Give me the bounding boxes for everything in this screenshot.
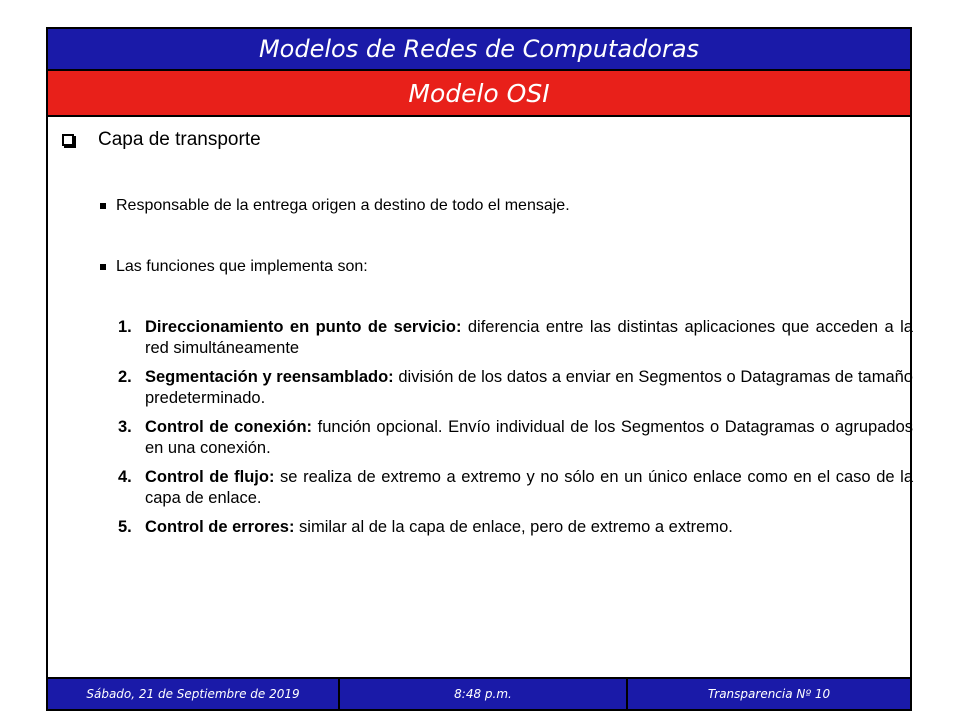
bullet-item <box>100 197 570 215</box>
title-bar <box>48 29 910 71</box>
slide <box>46 27 912 711</box>
item-number: 4. <box>118 468 132 486</box>
bullet-item <box>100 258 368 276</box>
item-text <box>145 517 913 538</box>
slide-subtitle: Modelo OSI <box>408 78 550 108</box>
checkbox-bullet-icon <box>62 134 74 146</box>
subtitle-bar <box>48 71 910 117</box>
item-desc: función opcional. Envío individual de los Segmentos o Datagramas o agrupados en una conexión. <box>145 418 913 457</box>
list-item <box>118 317 913 359</box>
list-item <box>118 517 913 538</box>
item-desc: división de los datos a enviar en Segmentos o Datagramas de tamaño predeterminado. <box>145 368 913 407</box>
bullet-text: Responsable de la entrega origen a destino de todo el mensaje. <box>116 197 570 214</box>
item-desc: se realiza de extremo a extremo y no sólo en un único enlace como en el caso de la capa de enlace. <box>145 468 913 507</box>
item-term: Direccionamiento en punto de servicio: <box>145 318 462 336</box>
item-text <box>145 467 913 509</box>
item-text <box>145 317 913 359</box>
square-bullet-icon <box>100 264 106 270</box>
item-desc: diferencia entre las distintas aplicaciones que acceden a la red simultáneamente <box>145 318 913 357</box>
bullet-text: Las funciones que implementa son: <box>116 258 368 275</box>
footer-slide-number: Transparencia Nº 10 <box>626 679 910 709</box>
footer-time: 8:48 p.m. <box>338 679 626 709</box>
item-text <box>145 367 913 409</box>
item-number: 1. <box>118 318 132 336</box>
item-term: Segmentación y reensamblado: <box>145 368 394 386</box>
list-item <box>118 417 913 459</box>
item-number: 2. <box>118 368 132 386</box>
item-term: Control de flujo: <box>145 468 275 486</box>
footer-bar <box>48 677 910 709</box>
item-number: 5. <box>118 518 132 536</box>
item-number: 3. <box>118 418 132 436</box>
footer-date: Sábado, 21 de Septiembre de 2019 <box>86 687 300 701</box>
slide-content <box>48 117 913 679</box>
item-term: Control de conexión: <box>145 418 313 436</box>
item-term: Control de errores: <box>145 518 295 536</box>
list-item <box>118 467 913 509</box>
functions-list <box>118 317 913 546</box>
slide-title: Modelos de Redes de Computadoras <box>258 35 700 63</box>
square-bullet-icon <box>100 203 106 209</box>
item-text <box>145 417 913 459</box>
section-heading <box>62 129 261 151</box>
list-item <box>118 367 913 409</box>
section-heading-text: Capa de transporte <box>98 129 261 150</box>
item-desc: similar al de la capa de enlace, pero de extremo a extremo. <box>294 518 733 536</box>
